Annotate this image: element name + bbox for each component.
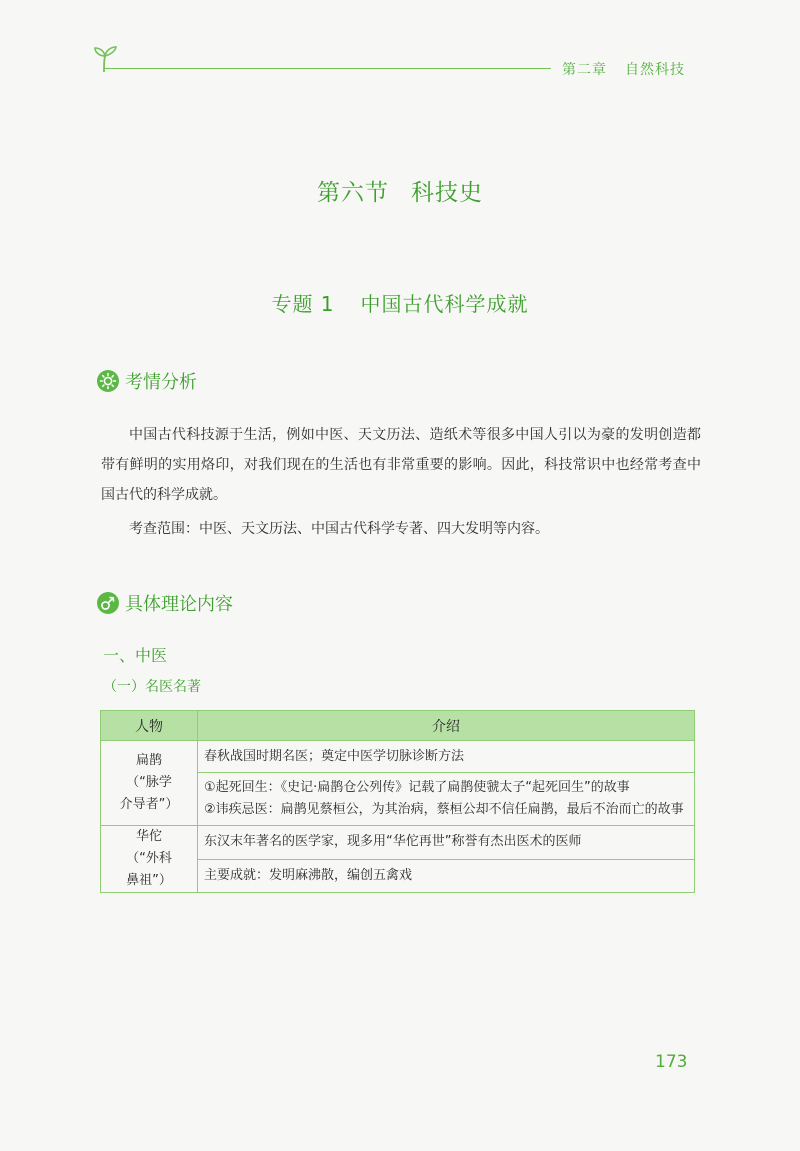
description-cell: 主要成就：发明麻沸散，编创五禽戏 — [198, 859, 695, 893]
table-header-row — [101, 711, 695, 741]
sprout-icon — [93, 44, 119, 74]
pen-circle-icon — [97, 592, 119, 614]
running-header — [562, 59, 685, 79]
person-epithet-cont: 介导者”） — [119, 797, 179, 812]
table-row — [101, 741, 695, 773]
famous-doctors-table — [100, 710, 695, 893]
topic-title — [0, 288, 800, 317]
analysis-heading-label: 考情分析 — [125, 372, 197, 393]
story-1: ①起死回生：《史记·扁鹊仓公列传》记载了扁鹊使虢太子“起死回生”的故事 — [204, 780, 630, 795]
topic-number: 专题 1 — [271, 292, 335, 316]
subheading-famous-doctors: （一）名医名著 — [103, 679, 201, 695]
topic-name: 中国古代科学成就 — [360, 292, 529, 316]
chapter-title: 自然科技 — [625, 62, 685, 78]
person-cell — [101, 826, 198, 893]
story-2: ②讳疾忌医：扁鹊见蔡桓公，为其治病，蔡桓公却不信任扁鹊，最后不治而亡的故事 — [204, 802, 684, 817]
description-cell: 东汉末年著名的医学家，现多用“华佗再世”称誉有杰出医术的医师 — [198, 826, 695, 860]
sun-icon — [97, 370, 119, 392]
chapter-number: 第二章 — [562, 62, 607, 78]
analysis-paragraph-2: 考查范围：中医、天文历法、中国古代科学专著、四大发明等内容。 — [129, 521, 549, 537]
analysis-heading — [97, 368, 197, 394]
section-number: 第六节 — [317, 180, 389, 206]
section-title — [0, 174, 800, 207]
theory-heading-label: 具体理论内容 — [125, 594, 233, 615]
person-epithet-cont: 鼻祖”） — [126, 873, 172, 888]
person-cell — [101, 741, 198, 826]
analysis-paragraph-1: 中国古代科技源于生活，例如中医、天文历法、造纸术等很多中国人引以为豪的发明创造都带有鲜明的实用烙印，对我们现在的生活也有非常重要的影响。因此，科技常识中也经常考查中国古代的科学成就。 — [101, 427, 701, 503]
description-cell — [198, 773, 695, 826]
table-row — [101, 826, 695, 860]
header-introduction: 介绍 — [198, 711, 695, 741]
person-epithet: （“脉学 — [126, 775, 172, 790]
person-name: 扁鹊 — [135, 753, 162, 768]
header-rule — [104, 68, 551, 69]
theory-heading — [97, 590, 233, 616]
person-name: 华佗 — [135, 829, 162, 844]
description-cell: 春秋战国时期名医；奠定中医学切脉诊断方法 — [198, 741, 695, 773]
person-epithet: （“外科 — [126, 851, 172, 866]
subheading-chinese-medicine: 一、中医 — [103, 646, 168, 665]
section-name: 科技史 — [411, 180, 483, 206]
page-number: 173 — [655, 1052, 688, 1072]
header-person: 人物 — [101, 711, 198, 741]
